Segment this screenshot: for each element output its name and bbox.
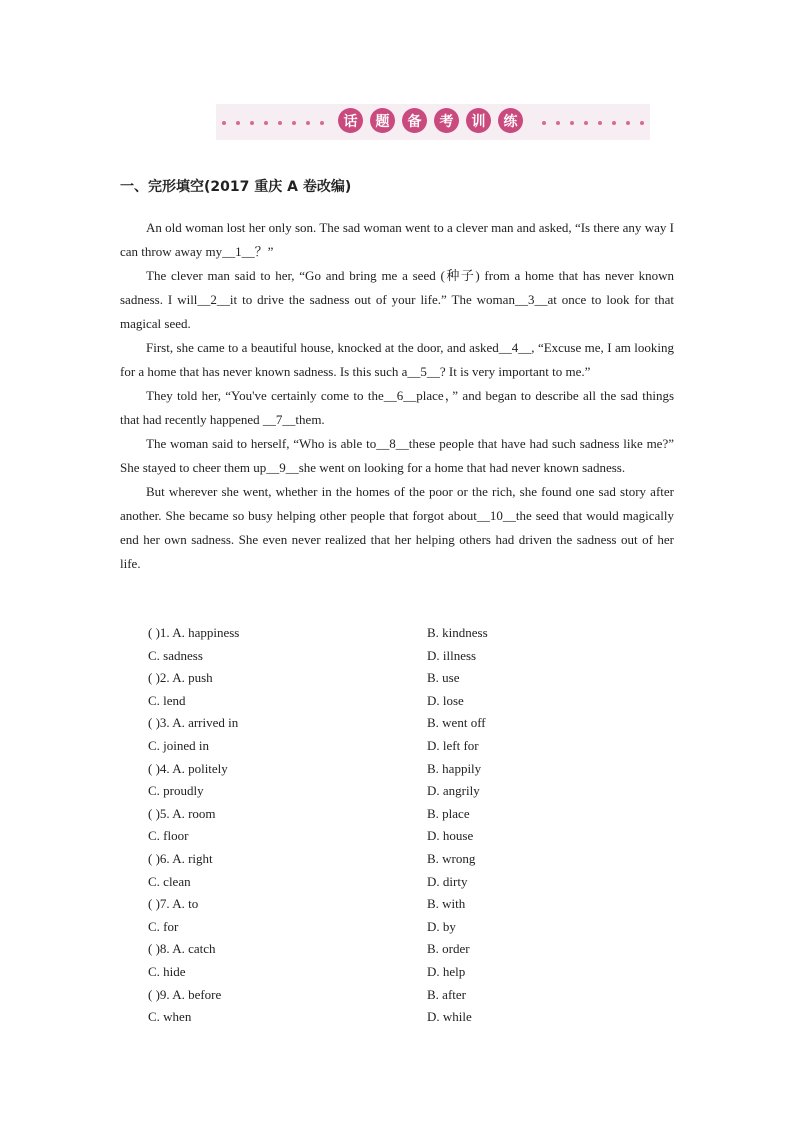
option-c: C. sadness: [148, 647, 203, 663]
option-b: B. happily: [427, 760, 482, 776]
option-b: B. after: [427, 986, 466, 1002]
question-row: [148, 916, 588, 939]
option-d: D. left for: [427, 737, 479, 753]
option-b: B. went off: [427, 715, 486, 731]
passage-paragraph: The clever man said to her, “Go and bring me a seed (种子) from a home that has never known sadness. I will__2__it to drive the sadness out of your life.” The woman__3__at once to look for that magical seed.: [120, 268, 674, 331]
question-row: [148, 1006, 588, 1029]
passage-paragraph: First, she came to a beautiful house, knocked at the door, and asked__4__, “Excuse me, I am looking for a home that has never known sadness. Is this such a__5__? It is very important to me.”: [120, 340, 674, 379]
option-a: ( )9. A. before: [148, 986, 222, 1002]
option-b: B. place: [427, 805, 470, 821]
banner-dots-right: [542, 121, 644, 125]
banner-title: [338, 108, 523, 133]
option-b: B. kindness: [427, 625, 488, 640]
cloze-passage: [120, 216, 674, 576]
banner-char: 题: [370, 108, 395, 133]
option-d: D. house: [427, 828, 474, 844]
option-a: ( )1. A. happiness: [148, 625, 240, 640]
question-options: [148, 622, 588, 1029]
question-row: [148, 758, 588, 781]
passage-paragraph: The woman said to herself, “Who is able to__8__these people that have had such sadness like me?” She stayed to cheer them up__9__she went on looking for a home that had never known sadness.: [120, 436, 674, 475]
question-row: [148, 780, 588, 803]
option-b: B. wrong: [427, 850, 476, 866]
question-row: [148, 712, 588, 735]
question-row: [148, 848, 588, 871]
question-row: [148, 735, 588, 758]
option-c: C. lend: [148, 692, 186, 708]
option-c: C. proudly: [148, 783, 204, 799]
option-a: ( )3. A. arrived in: [148, 715, 239, 731]
option-a: ( )7. A. to: [148, 896, 199, 912]
question-row: [148, 803, 588, 826]
question-row: [148, 961, 588, 984]
question-row: [148, 893, 588, 916]
option-d: D. dirty: [427, 873, 468, 889]
banner-char: 考: [434, 108, 459, 133]
section-title: 一、完形填空(2017 重庆 A 卷改编): [120, 179, 352, 195]
option-c: C. hide: [148, 963, 186, 979]
passage-paragraph: An old woman lost her only son. The sad woman went to a clever man and asked, “Is there any way I can throw away my__1__？”: [120, 220, 674, 259]
question-row: [148, 984, 588, 1007]
option-a: ( )8. A. catch: [148, 941, 216, 957]
option-b: B. with: [427, 896, 466, 912]
passage-paragraph: But wherever she went, whether in the homes of the poor or the rich, she found one sad story after another. She became so busy helping other people that forgot about__10__the seed that would magically end her own sadness. She even never realized that her helping others had driven the sadness out of her life.: [120, 484, 674, 571]
banner-char: 训: [466, 108, 491, 133]
question-row: [148, 938, 588, 961]
option-b: B. use: [427, 670, 460, 686]
question-row: [148, 871, 588, 894]
option-c: C. when: [148, 1009, 192, 1025]
question-row: [148, 667, 588, 690]
banner-dots-left: [222, 121, 324, 125]
option-b: B. order: [427, 941, 470, 957]
option-c: C. joined in: [148, 737, 210, 753]
option-d: D. while: [427, 1009, 472, 1025]
option-d: D. lose: [427, 692, 464, 708]
banner-char: 练: [498, 108, 523, 133]
option-a: ( )6. A. right: [148, 850, 213, 866]
question-row: [148, 690, 588, 713]
option-c: C. floor: [148, 828, 189, 844]
question-row: [148, 622, 588, 645]
option-d: D. by: [427, 918, 456, 934]
option-d: D. angrily: [427, 783, 480, 799]
option-a: ( )4. A. politely: [148, 760, 228, 776]
option-d: D. help: [427, 963, 466, 979]
section-banner: [216, 104, 650, 140]
option-d: D. illness: [427, 647, 477, 663]
passage-paragraph: They told her, “You've certainly come to the__6__place，” and began to describe all the sad things that had recently happened __7__them.: [120, 388, 674, 427]
question-row: [148, 825, 588, 848]
banner-char: 备: [402, 108, 427, 133]
banner-char: 话: [338, 108, 363, 133]
question-row: [148, 645, 588, 668]
option-a: ( )5. A. room: [148, 805, 216, 821]
option-c: C. clean: [148, 873, 191, 889]
option-c: C. for: [148, 918, 179, 934]
option-a: ( )2. A. push: [148, 670, 213, 686]
